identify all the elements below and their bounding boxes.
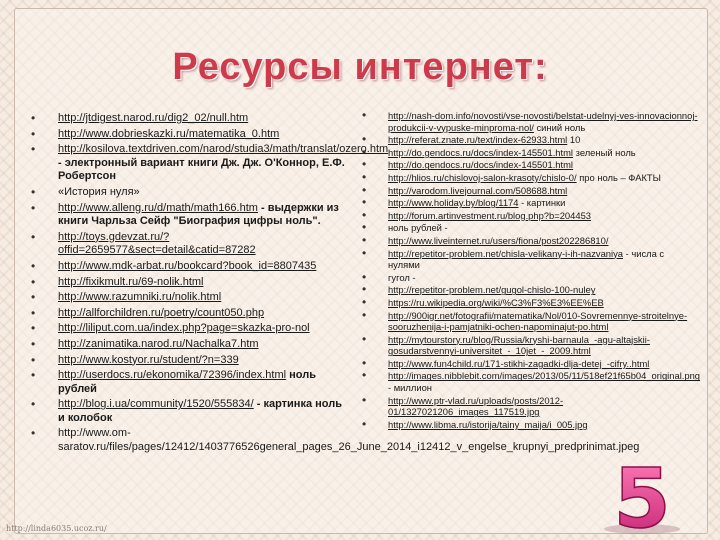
right-item-link[interactable]: http://do.gendocs.ru/docs/index-145501.html [388, 159, 574, 171]
right-item-link[interactable]: http://hlios.ru/chislovoj-salon-krasoty/chislo-0/ [388, 171, 577, 183]
right-item [360, 197, 698, 209]
left-item [28, 143, 389, 184]
left-item-text: «История нуля» [58, 185, 140, 198]
right-item-link[interactable]: http://www.liveinternet.ru/users/fiona/post202286810/ [388, 234, 609, 246]
left-item [28, 128, 346, 142]
footer-url[interactable]: http://linda6035.ucoz.ru/ [6, 524, 107, 533]
left-item-text: - электронный вариант книги Дж. Дж. О'Коннор, Е.Ф. Робертсон [58, 156, 345, 183]
right-item-link[interactable]: http://www.libma.ru/istorija/tainy_maija/i_005.jpg [388, 418, 588, 430]
number-five-decoration [580, 455, 700, 535]
right-item-link[interactable]: http://nash-dom.info/novosti/vse-novosti/belstat-udelnyj-ves-innovacionnoj-produkcii-v-vypuske-minproma-nol/ [388, 110, 698, 133]
right-item-text: зеленый ноль [573, 146, 636, 158]
right-item [360, 284, 698, 296]
right-item [360, 358, 698, 370]
right-item-link[interactable]: http://repetitor-problem.net/chisla-velikany-i-ih-nazvaniya [388, 247, 623, 259]
right-item-link[interactable]: http://images.nibblebit.com/images/2013/05/11/518ef21f65b04_original.png [388, 370, 701, 382]
right-item [360, 297, 698, 309]
right-item-link[interactable]: http://www.ptr-vlad.ru/uploads/posts/2012-01/1327021206_images_117519.jpg [388, 394, 564, 418]
slide-title: Ресурсы интернет: [172, 46, 548, 88]
left-item [28, 276, 346, 290]
right-item-text: - картинки [518, 197, 566, 209]
left-item-link[interactable]: http://www.mdk-arbat.ru/bookcard?book_id=8807435 [58, 259, 317, 272]
left-item-text: http://www.om-saratov.ru/files/pages/12412/1403776526general_pages_26_June_2014_i12412_v_engelse_krupnyi_predprinimat.jpeg [58, 427, 640, 454]
left-item [28, 338, 346, 352]
left-item [28, 398, 346, 425]
left-item [28, 369, 346, 396]
right-item-link[interactable]: https://ru.wikipedia.org/wiki/%C3%F3%E3%EE%EB [388, 296, 604, 308]
left-item [28, 231, 346, 258]
right-item-text: - числа с нулями [388, 247, 665, 271]
right-item-link[interactable]: http://do.gendocs.ru/docs/index-145501.html [388, 146, 574, 158]
left-item-link[interactable]: http://toys.gdevzat.ru/?offid=2659577&sect=detail&catid=87282 [58, 230, 256, 257]
left-item [28, 186, 346, 200]
left-item-link[interactable]: http://www.alleng.ru/d/math/math166.htm [58, 201, 258, 214]
left-item [28, 427, 640, 454]
left-item-text: - картинка ноль и колобок [58, 398, 342, 424]
right-item-text: - миллион [388, 382, 432, 394]
right-item-text: про ноль – ФАКТЫ [576, 171, 661, 183]
right-item [360, 248, 698, 271]
left-item [28, 112, 346, 126]
left-item-link[interactable]: http://www.kostyor.ru/student/?n=339 [58, 353, 239, 366]
left-item-link[interactable]: http://liliput.com.ua/index.php?page=skazka-pro-nol [58, 322, 310, 335]
left-item [28, 291, 346, 305]
right-item [360, 272, 698, 284]
right-item-text: гугол - [388, 271, 416, 283]
right-item-link[interactable]: http://900igr.net/fotografii/matematika/Nol/010-Sovremennye-stroitelnye-sooruzhenija-i-pamjatniki-ochen-napominajut-po.html [388, 309, 688, 333]
right-item-link[interactable]: http://www.holiday.by/blog/1174 [388, 197, 519, 209]
left-item-link[interactable]: http://blog.i.ua/community/1520/555834/ [58, 398, 254, 411]
left-item-link[interactable]: http://www.razumniki.ru/nolik.html [58, 291, 222, 304]
right-item-link[interactable]: http://www.fun4child.ru/171-stikhi-zagadki-dlja-detej_-cifry..html [388, 357, 650, 369]
left-item-link[interactable]: http://allforchildren.ru/poetry/count050.php [58, 306, 265, 319]
right-item [360, 222, 698, 234]
right-item-link[interactable]: http://varodom.livejournal.com/508688.html [388, 184, 568, 196]
right-item [360, 370, 701, 394]
right-resource-list [360, 110, 701, 431]
left-item-link[interactable]: http://www.dobrieskazki.ru/matematika_0.htm [58, 127, 280, 140]
right-item [360, 134, 698, 146]
right-item [360, 395, 698, 418]
left-item [28, 307, 346, 321]
right-item [360, 419, 698, 431]
right-item-link[interactable]: http://forum.artinvestment.ru/blog.php?b=204453 [388, 209, 591, 221]
right-item-link[interactable]: http://referat.znate.ru/text/index-62933.html [388, 134, 568, 146]
right-item [360, 235, 698, 247]
right-item [360, 110, 698, 133]
right-item [360, 310, 698, 333]
right-item [360, 159, 698, 171]
right-item [360, 172, 698, 184]
left-item-text: - выдержки из книги Чарльза Сейф "Биография цифры ноль". [58, 201, 339, 228]
left-item-link[interactable]: http://kosilova.textdriven.com/narod/studia3/math/translat/ozero.htm [58, 143, 389, 156]
right-item-text: синий ноль [533, 121, 586, 133]
left-item-link[interactable]: http://fixikmult.ru/69-nolik.html [58, 275, 204, 288]
right-item-text: ноль рублей - [388, 222, 448, 234]
right-item [360, 185, 698, 197]
right-item-link[interactable]: http://mytourstory.ru/blog/Russia/kryshi-barnaula_-agu-altajskii-gosudarstvennyi-universitet_-_10jet_-_2009.html [388, 333, 650, 357]
left-item [28, 260, 346, 274]
right-item [360, 334, 698, 357]
left-item-text: ноль рублей [58, 369, 316, 395]
right-item [360, 210, 698, 222]
left-item-link[interactable]: http://jtdigest.narod.ru/dig2_02/null.htm [58, 112, 249, 124]
right-item-text: 10 [567, 134, 581, 146]
left-item [28, 202, 346, 229]
left-item [28, 322, 346, 336]
left-item [28, 354, 346, 368]
five-digit: 5 [613, 455, 671, 535]
right-item-link[interactable]: http://repetitor-problem.net/gugol-chislo-100-nuley [388, 284, 596, 296]
left-item-link[interactable]: http://userdocs.ru/ekonomika/72396/index.html [58, 369, 287, 382]
right-item [360, 147, 698, 159]
left-item-link[interactable]: http://zanimatika.narod.ru/Nachalka7.htm [58, 337, 259, 350]
